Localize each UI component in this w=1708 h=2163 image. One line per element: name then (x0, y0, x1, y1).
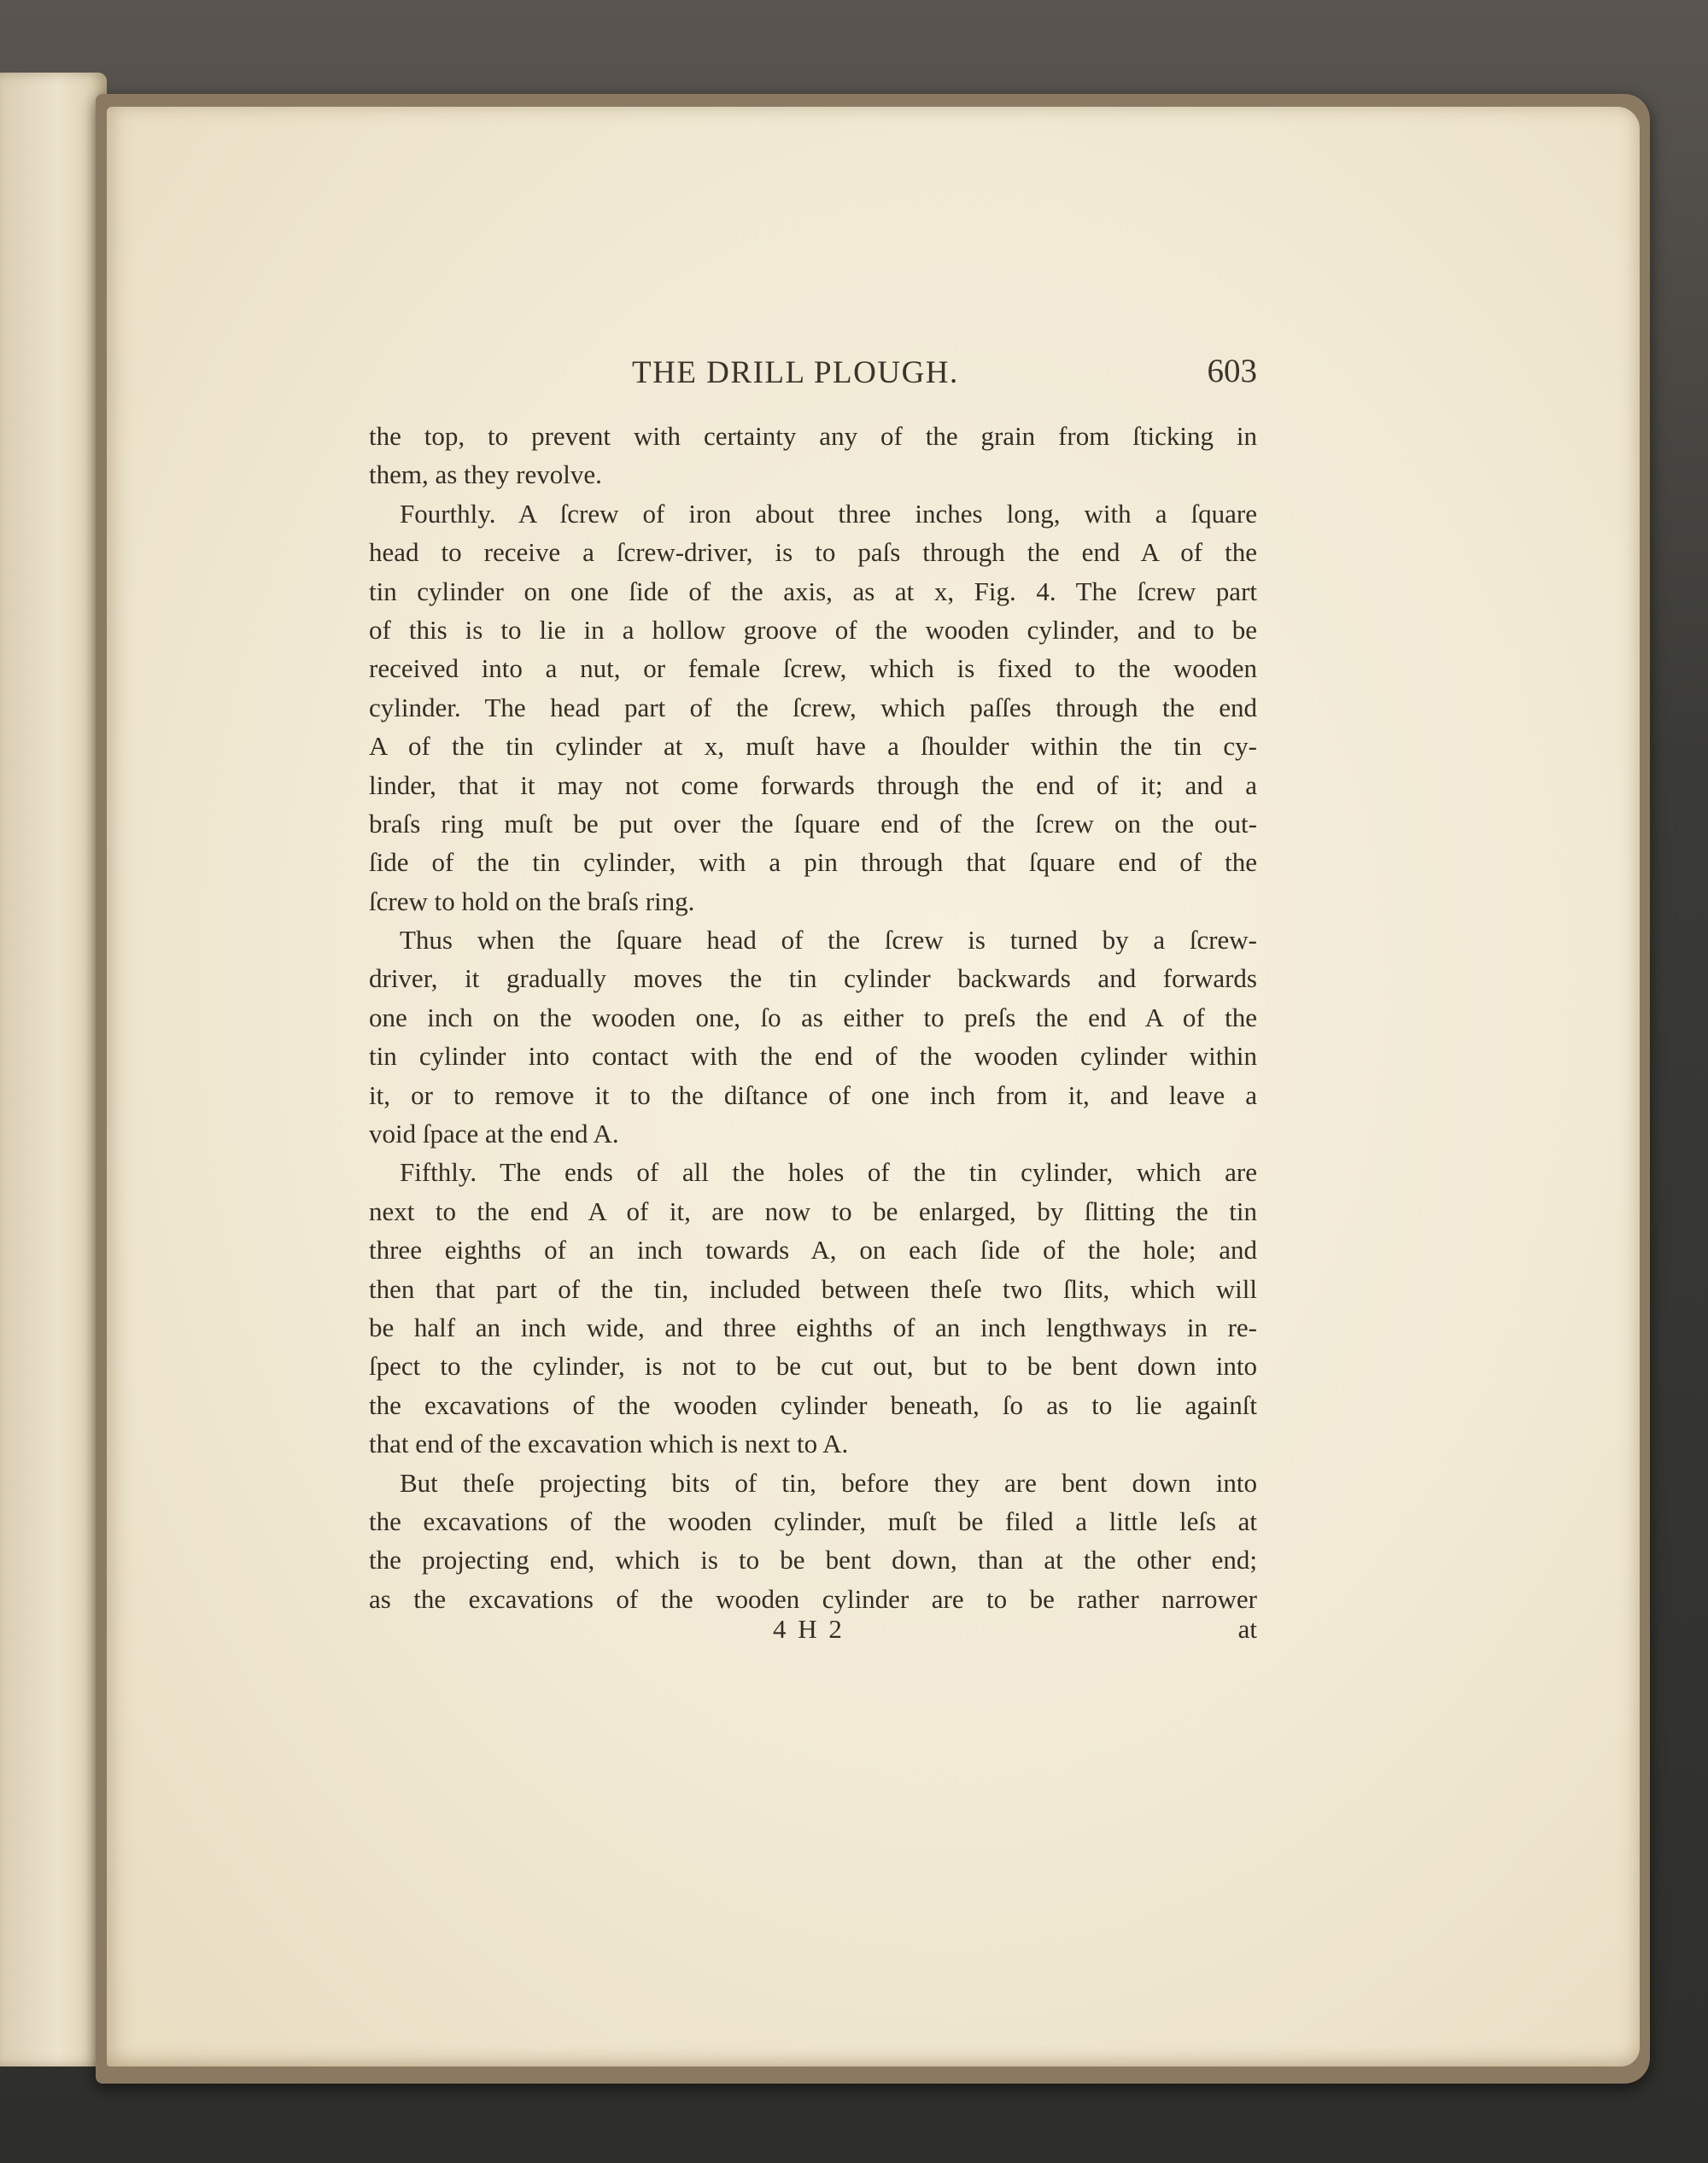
text-line: ſpect to the cylinder, is not to be cut out, but to be bent down into (369, 1351, 1257, 1382)
text-line: tin cylinder into contact with the end of the wooden cylinder within (369, 1041, 1257, 1072)
text-line: cylinder. The head part of the ſcrew, which paſſes through the end (369, 692, 1257, 722)
text-line: received into a nut, or female ſcrew, which is fixed to the wooden (369, 653, 1257, 684)
page-number: 603 (1207, 353, 1257, 389)
text-line: them, as they revolve. (369, 459, 602, 490)
text-line: then that part of the tin, included between theſe two ſlits, which will (369, 1273, 1257, 1304)
text-line: three eighths of an inch towards A, on each ſide of the hole; and (369, 1235, 1257, 1266)
text-line: Fourthly. A ſcrew of iron about three inches long, with a ſquare (400, 498, 1257, 529)
text-line: the projecting end, which is to be bent down, than at the other end; (369, 1545, 1257, 1575)
text-line: driver, it gradually moves the tin cylinder backwards and forwards (369, 963, 1257, 994)
text-line: the excavations of the wooden cylinder beneath, ſo as to lie againſt (369, 1389, 1257, 1420)
text-line: void ſpace at the end A. (369, 1119, 619, 1149)
text-line: next to the end A of it, are now to be enlarged, by ſlitting the tin (369, 1195, 1257, 1226)
text-line: the excavations of the wooden cylinder, muſt be filed a little leſs at (369, 1505, 1257, 1536)
text-line: linder, that it may not come forwards through the end of it; and a (369, 769, 1257, 800)
facing-page-edge (0, 73, 107, 2067)
text-line: braſs ring muſt be put over the ſquare end of the ſcrew on the out- (369, 808, 1257, 839)
catchword: at (1237, 1614, 1257, 1644)
text-line: the top, to prevent with certainty any of the grain from ſticking in (369, 421, 1257, 451)
text-line: A of the tin cylinder at x, muſt have a ſhoulder within the tin cy- (369, 731, 1257, 762)
text-line: ſcrew to hold on the braſs ring. (369, 886, 695, 916)
body-text (369, 417, 1257, 1618)
text-line: one inch on the wooden one, ſo as either to preſs the end A of the (369, 1002, 1257, 1032)
text-line: as the excavations of the wooden cylinder are to be rather narrower (369, 1583, 1257, 1614)
text-line: of this is to lie in a hollow groove of the wooden cylinder, and to be (369, 614, 1257, 645)
running-head (369, 350, 1257, 410)
text-line: Thus when the ſquare head of the ſcrew is turned by a ſcrew- (400, 925, 1257, 956)
text-line: it, or to remove it to the diſtance of one inch from it, and leave a (369, 1079, 1257, 1110)
text-line: Fifthly. The ends of all the holes of the tin cylinder, which are (400, 1157, 1257, 1188)
page-footer (369, 1614, 1257, 1653)
text-line: tin cylinder on one ſide of the axis, as at x, Fig. 4. The ſcrew part (369, 576, 1257, 606)
text-line: head to receive a ſcrew-driver, is to paſs through the end A of the (369, 537, 1257, 568)
running-title: THE DRILL PLOUGH. (632, 355, 959, 390)
signature-mark: 4 H 2 (773, 1614, 845, 1644)
text-line: ſide of the tin cylinder, with a pin through that ſquare end of the (369, 847, 1257, 878)
text-line: be half an inch wide, and three eighths of an inch lengthways in re- (369, 1312, 1257, 1342)
text-line: But theſe projecting bits of tin, before they are bent down into (400, 1467, 1257, 1498)
text-line: that end of the excavation which is next to A. (369, 1429, 849, 1459)
